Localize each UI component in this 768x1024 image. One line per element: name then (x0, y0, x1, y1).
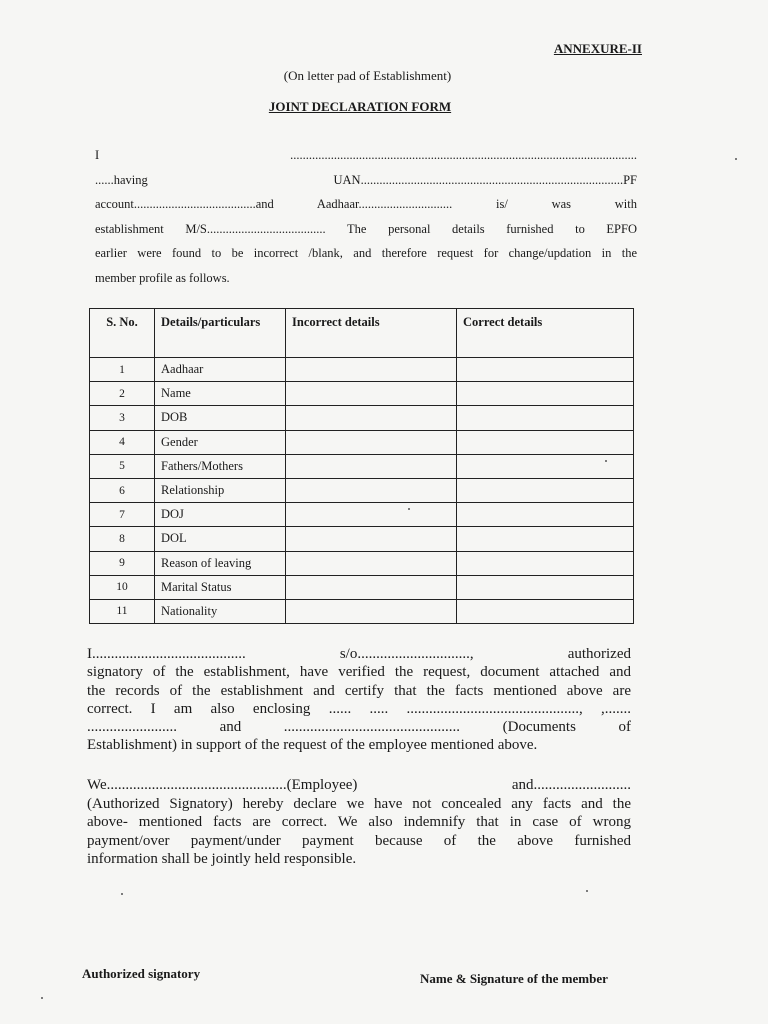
table-row (90, 406, 634, 430)
correct-details-cell (457, 599, 634, 623)
row-number: 6 (90, 478, 155, 502)
intro-paragraph (95, 143, 637, 290)
row-particular: DOB (155, 406, 286, 430)
incorrect-details-cell (286, 406, 457, 430)
row-number: 5 (90, 454, 155, 478)
certification-line: I......................................... s/o.............................., authorized (87, 646, 631, 662)
declaration-line: We................................................(Employee) and.......................... (87, 777, 631, 793)
table-row (90, 382, 634, 406)
correct-details-cell (457, 430, 634, 454)
row-particular: Gender (155, 430, 286, 454)
table-row (90, 575, 634, 599)
table-row (90, 478, 634, 502)
certification-line: correct. I am also enclosing ...... ..... .............................................., ,....... (87, 700, 631, 717)
row-particular: Name (155, 382, 286, 406)
incorrect-details-cell (286, 358, 457, 382)
row-number: 10 (90, 575, 155, 599)
incorrect-details-cell (286, 503, 457, 527)
correct-details-cell (457, 358, 634, 382)
correct-details-cell (457, 406, 634, 430)
row-particular: DOL (155, 527, 286, 551)
scan-speck (408, 508, 410, 510)
certification-line: Establishment) in support of the request of the employee mentioned above. (87, 737, 538, 754)
form-title: JOINT DECLARATION FORM (268, 99, 452, 114)
intro-line: account.......................................and Aadhaar.............................. is/ was with (95, 197, 637, 211)
scan-speck (605, 460, 607, 462)
correct-details-cell (457, 382, 634, 406)
row-particular: Fathers/Mothers (155, 454, 286, 478)
authorized-signatory-label: Authorized signatory (82, 966, 201, 981)
intro-line: member profile as follows. (95, 270, 230, 285)
certification-line: ........................ and ............................................... (Documents of (87, 719, 631, 736)
correct-details-cell (457, 478, 634, 502)
row-number: 1 (90, 358, 155, 382)
intro-line: I ............................................................................................................... (95, 148, 637, 162)
annexure-label: ANNEXURE-II (553, 41, 642, 56)
row-particular: Relationship (155, 478, 286, 502)
incorrect-details-cell (286, 478, 457, 502)
details-table (89, 308, 634, 624)
intro-line: earlier were found to be incorrect /blank, and therefore request for change/updation in the (95, 246, 637, 260)
table-row (90, 430, 634, 454)
correct-details-cell (457, 527, 634, 551)
row-number: 4 (90, 430, 155, 454)
header-details: Details/particulars (155, 309, 286, 358)
table-header-row (90, 309, 634, 358)
table-row (90, 599, 634, 623)
incorrect-details-cell (286, 599, 457, 623)
row-number: 9 (90, 551, 155, 575)
scan-speck (41, 997, 43, 999)
correct-details-cell (457, 575, 634, 599)
header-correct: Correct details (457, 309, 634, 358)
row-number: 7 (90, 503, 155, 527)
row-particular: DOJ (155, 503, 286, 527)
letterpad-note: (On letter pad of Establishment) (283, 68, 452, 83)
declaration-line: (Authorized Signatory) hereby declare we have not concealed any facts and the (87, 795, 631, 812)
incorrect-details-cell (286, 454, 457, 478)
table-row (90, 358, 634, 382)
scan-speck (121, 893, 123, 895)
incorrect-details-cell (286, 382, 457, 406)
row-number: 2 (90, 382, 155, 406)
header-sno: S. No. (90, 309, 155, 358)
intro-line: establishment M/S...................................... The personal details furnished to EPFO (95, 221, 637, 236)
incorrect-details-cell (286, 527, 457, 551)
declaration-line: payment/over payment/under payment because of the above furnished (87, 832, 631, 849)
table-row (90, 454, 634, 478)
row-number: 11 (90, 599, 155, 623)
member-signature-label: Name & Signature of the member (420, 971, 608, 986)
incorrect-details-cell (286, 575, 457, 599)
row-particular: Aadhaar (155, 358, 286, 382)
table-row (90, 527, 634, 551)
certification-paragraph (87, 645, 631, 755)
row-particular: Nationality (155, 599, 286, 623)
scan-speck (735, 158, 737, 160)
row-number: 3 (90, 406, 155, 430)
header-incorrect: Incorrect details (286, 309, 457, 358)
table-row (90, 503, 634, 527)
scan-speck (586, 890, 588, 892)
declaration-line: information shall be jointly held responsible. (87, 851, 357, 868)
certification-line: the records of the establishment and certify that the facts mentioned above are (87, 682, 631, 699)
correct-details-cell (457, 503, 634, 527)
incorrect-details-cell (286, 551, 457, 575)
declaration-line: above- mentioned facts are correct. We also indemnify that in case of wrong (87, 814, 631, 831)
incorrect-details-cell (286, 430, 457, 454)
certification-line: signatory of the establishment, have verified the request, document attached and (87, 664, 631, 681)
row-particular: Reason of leaving (155, 551, 286, 575)
row-number: 8 (90, 527, 155, 551)
intro-line: ......having UAN....................................................................................PF (95, 172, 637, 187)
correct-details-cell (457, 454, 634, 478)
row-particular: Marital Status (155, 575, 286, 599)
correct-details-cell (457, 551, 634, 575)
declaration-paragraph (87, 776, 631, 869)
table-row (90, 551, 634, 575)
